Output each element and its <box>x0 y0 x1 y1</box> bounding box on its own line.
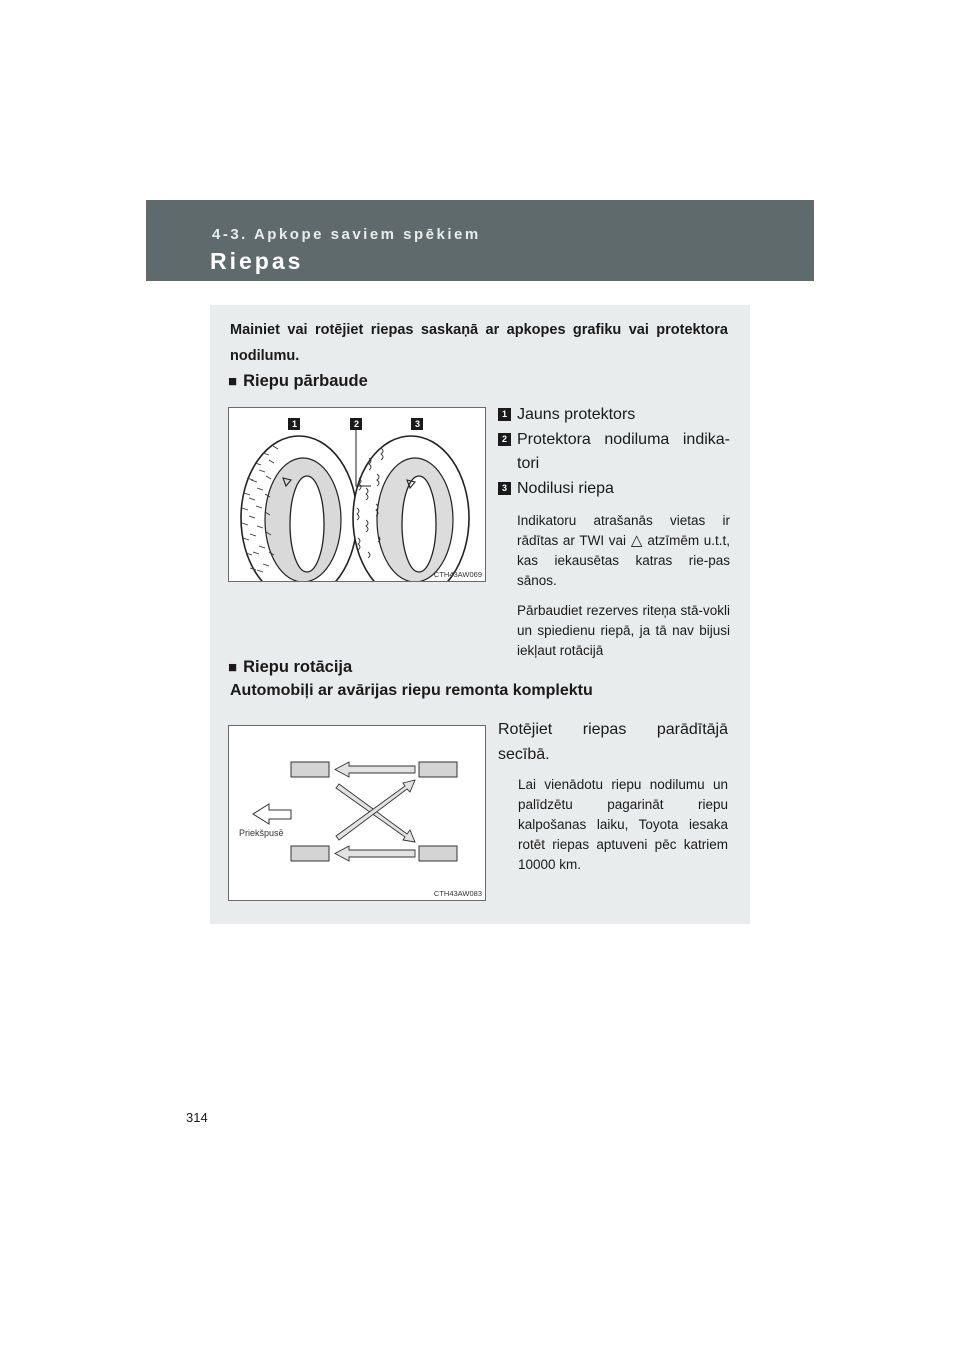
content-panel <box>210 305 750 924</box>
figure-code: CTH43AW083 <box>433 889 482 898</box>
callout-1: 1 <box>291 419 297 429</box>
twi-note-part-b: atzīmēm u.t.t, kas iekausētas katras rie-pas sānos. <box>517 533 730 588</box>
legend-text: Nodilusi riepa <box>517 480 614 497</box>
page-title: Riepas <box>210 248 304 274</box>
callout-3: 3 <box>414 419 420 429</box>
legend-item <box>498 477 730 501</box>
triangle-icon: △ <box>629 532 644 549</box>
rotation-heading-text: Riepu rotācija <box>243 658 353 676</box>
figure-code: CTH43AW069 <box>433 570 482 579</box>
rotation-main-text: Rotējiet riepas parādītājā secībā. <box>498 721 728 763</box>
front-label: Priekšpusē <box>239 828 284 838</box>
legend-number: 1 <box>498 408 511 421</box>
twi-note-part-a: Indikatoru atrašanās vietas ir rādītas ar TWI vai <box>517 513 730 548</box>
rotation-subheading: Automobiļi ar avārijas riepu remonta komplektu <box>230 682 593 699</box>
tire-legend <box>498 403 730 661</box>
legend-text: Protektora nodiluma indika-tori <box>517 431 730 472</box>
twi-note <box>498 511 730 591</box>
rotation-diagram <box>229 726 485 900</box>
tire-illustration <box>229 408 485 581</box>
intro-text: Mainiet vai rotējiet riepas saskaņā ar apkopes grafiku vai protektora nodilumu. <box>230 322 728 364</box>
legend-item <box>498 428 730 476</box>
page-number: 314 <box>186 1110 208 1125</box>
tire-rotation-figure <box>228 725 486 901</box>
legend-item <box>498 403 730 427</box>
rotation-note: Lai vienādotu riepu nodilumu un palīdzētu pagarināt riepu kalpošanas laiku, Toyota iesaka rotēt riepas aptuveni pēc katriem 10000 km. <box>518 777 728 872</box>
tire-inspection-figure <box>228 407 486 582</box>
bullet-square-icon: ■ <box>228 373 238 390</box>
inspection-heading-text: Riepu pārbaude <box>243 372 368 390</box>
section-label: 4-3. Apkope saviem spēkiem <box>212 226 481 243</box>
callout-2: 2 <box>353 419 359 429</box>
legend-text: Jauns protektors <box>517 406 636 423</box>
bullet-square-icon: ■ <box>228 659 238 676</box>
legend-number: 2 <box>498 433 511 446</box>
inspection-heading <box>228 372 368 391</box>
spare-tire-note: Pārbaudiet rezerves riteņa stā-vokli un spiedienu riepā, ja tā nav bijusi iekļaut rotācijā <box>517 603 730 658</box>
section-header <box>146 200 814 281</box>
rotation-text <box>498 717 728 875</box>
rotation-heading <box>228 658 352 677</box>
legend-number: 3 <box>498 482 511 495</box>
